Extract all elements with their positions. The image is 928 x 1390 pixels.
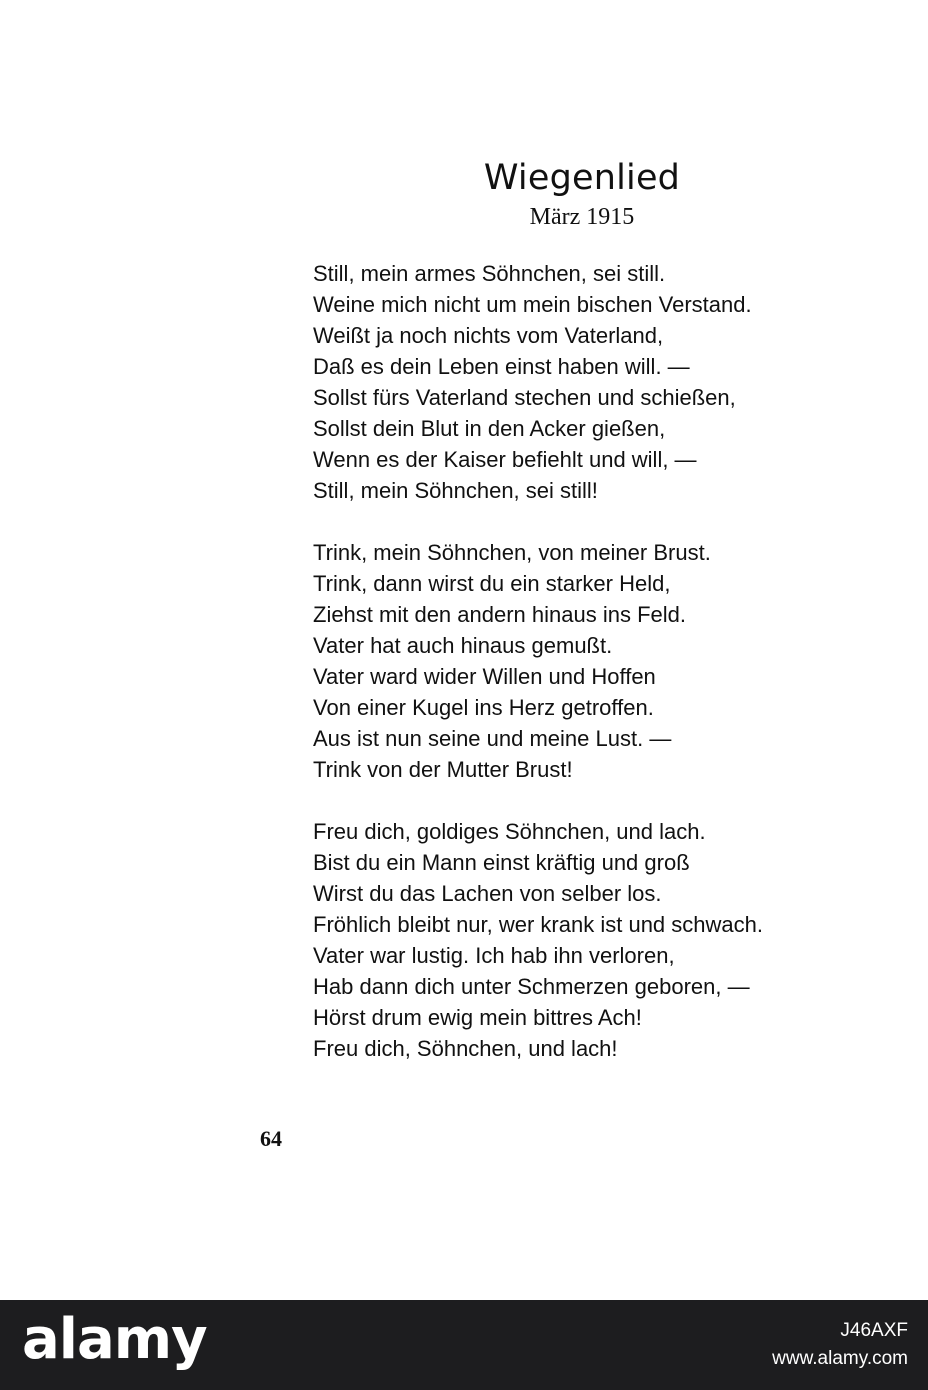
poem-date: März 1915 [529,204,635,230]
poem-line: Freu dich, Söhnchen, und lach! [313,1036,618,1061]
poem-line: Wirst du das Lachen von selber los. [313,881,662,906]
poem-line: Still, mein Söhnchen, sei still! [313,478,598,503]
poem-line: Weißt ja noch nichts vom Vaterland, [313,323,664,348]
stanza-3 [313,816,913,1064]
poem-line: Freu dich, goldiges Söhnchen, und lach. [313,819,706,844]
poem-line: Still, mein armes Söhnchen, sei still. [313,261,666,286]
watermark-footer [0,1300,928,1390]
poem-line: Aus ist nun seine und meine Lust. — [313,726,672,751]
stanza-2 [313,537,913,785]
poem-line: Sollst fürs Vaterland stechen und schießen, [313,385,736,410]
poem-line: Hab dann dich unter Schmerzen geboren, — [313,974,750,999]
poem-line: Hörst drum ewig mein bittres Ach! [313,1005,642,1030]
poem-line: Ziehst mit den andern hinaus ins Feld. [313,602,686,627]
alamy-logo: alamy [22,1307,207,1372]
poem-title: Wiegenlied [483,158,681,198]
poem-line: Daß es dein Leben einst haben will. — [313,354,690,379]
poem-line: Weine mich nicht um mein bischen Verstand. [313,292,752,317]
stanza-1 [313,258,913,506]
image-id: J46AXF [840,1320,908,1341]
poem-line: Fröhlich bleibt nur, wer krank ist und schwach. [313,912,763,937]
poem-line: Vater war lustig. Ich hab ihn verloren, [313,943,675,968]
poem-body [313,258,913,1095]
poem-line: Vater ward wider Willen und Hoffen [313,664,656,689]
poem-line: Trink von der Mutter Brust! [313,757,573,782]
footer-url: www.alamy.com [772,1348,908,1369]
poem-line: Vater hat auch hinaus gemußt. [313,633,613,658]
poem-line: Sollst dein Blut in den Acker gießen, [313,416,666,441]
poem-line: Trink, mein Söhnchen, von meiner Brust. [313,540,711,565]
poem-line: Trink, dann wirst du ein starker Held, [313,571,671,596]
page-number: 64 [260,1126,282,1151]
poem-line: Wenn es der Kaiser befiehlt und will, — [313,447,697,472]
poem-line: Von einer Kugel ins Herz getroffen. [313,695,654,720]
poem-line: Bist du ein Mann einst kräftig und groß [313,850,690,875]
